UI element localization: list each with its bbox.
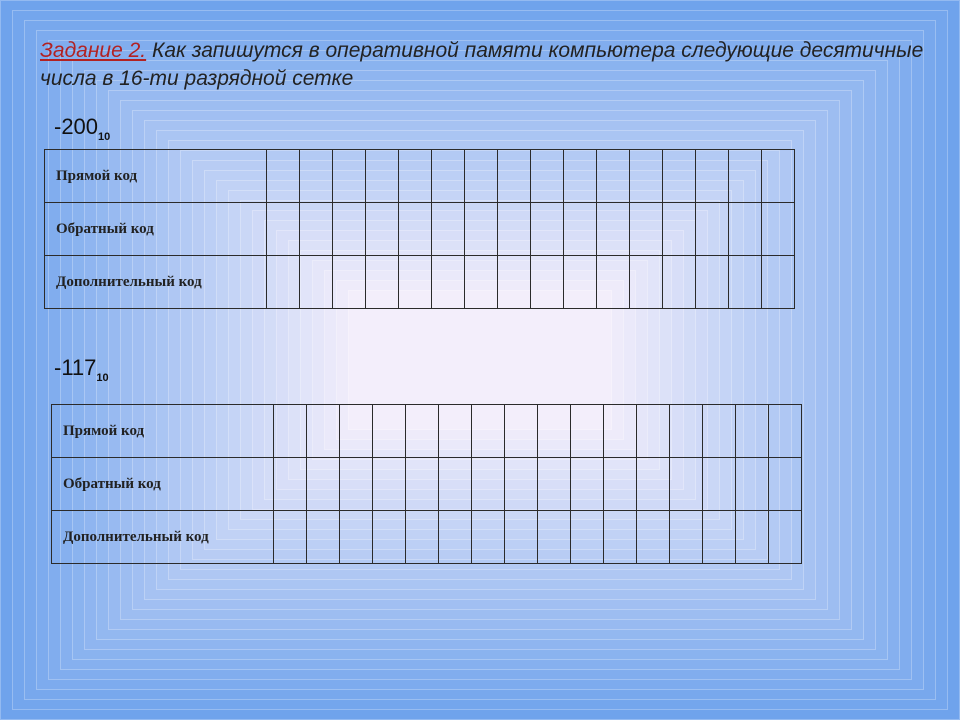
bit-cell — [300, 256, 333, 309]
bit-cell — [531, 150, 564, 203]
row-label: Обратный код — [45, 203, 267, 256]
bit-cell — [505, 405, 538, 458]
bit-cell — [406, 405, 439, 458]
bit-cell — [604, 458, 637, 511]
bit-cell — [571, 458, 604, 511]
bit-cell — [465, 150, 498, 203]
bit-cell — [670, 511, 703, 564]
bit-cell — [637, 405, 670, 458]
bit-cell — [498, 203, 531, 256]
bit-cell — [267, 150, 300, 203]
bit-cell — [340, 511, 373, 564]
bit-cell — [769, 405, 802, 458]
row-label: Прямой код — [45, 150, 267, 203]
bit-cell — [505, 458, 538, 511]
bit-cell — [432, 203, 465, 256]
bit-cell — [762, 203, 795, 256]
row-label: Дополнительный код — [45, 256, 267, 309]
bit-cell — [399, 256, 432, 309]
bit-cell — [630, 256, 663, 309]
bit-cell — [505, 511, 538, 564]
bit-cell — [571, 405, 604, 458]
bit-cell — [300, 150, 333, 203]
bit-cell — [373, 511, 406, 564]
bit-cell — [663, 203, 696, 256]
table-row — [45, 203, 795, 256]
bit-cell — [769, 458, 802, 511]
bit-cell — [307, 405, 340, 458]
task-label: Задание 2. — [40, 39, 147, 62]
bit-cell — [406, 511, 439, 564]
bit-cell — [571, 511, 604, 564]
bit-cell — [538, 405, 571, 458]
bit-cell — [267, 256, 300, 309]
bit-cell — [373, 458, 406, 511]
bit-cell — [729, 150, 762, 203]
bit-cell — [670, 405, 703, 458]
bit-cell — [703, 405, 736, 458]
bit-cell — [762, 150, 795, 203]
bit-cell — [472, 511, 505, 564]
bit-cell — [736, 458, 769, 511]
bit-cell — [729, 256, 762, 309]
task-title — [40, 37, 930, 93]
row-label: Обратный код — [52, 458, 274, 511]
bit-cell — [597, 150, 630, 203]
bit-cell — [399, 150, 432, 203]
binary-grid-1 — [44, 149, 795, 309]
bit-cell — [663, 150, 696, 203]
table-row — [45, 256, 795, 309]
table-row — [52, 458, 802, 511]
bit-cell — [630, 203, 663, 256]
bit-cell — [333, 256, 366, 309]
bit-cell — [729, 203, 762, 256]
bit-cell — [439, 405, 472, 458]
table-row — [52, 511, 802, 564]
bit-cell — [274, 405, 307, 458]
bit-cell — [267, 203, 300, 256]
table-row — [52, 405, 802, 458]
bit-cell — [769, 511, 802, 564]
bit-cell — [736, 511, 769, 564]
bit-cell — [366, 203, 399, 256]
bit-cell — [736, 405, 769, 458]
bit-cell — [399, 203, 432, 256]
row-label: Дополнительный код — [52, 511, 274, 564]
bit-cell — [564, 203, 597, 256]
bit-cell — [670, 458, 703, 511]
bit-cell — [300, 203, 333, 256]
bit-cell — [696, 256, 729, 309]
bit-cell — [274, 511, 307, 564]
number-label-1: $-200_{10}$ — [54, 114, 111, 143]
bit-cell — [274, 458, 307, 511]
bit-cell — [604, 511, 637, 564]
bit-cell — [333, 203, 366, 256]
bit-cell — [439, 458, 472, 511]
bit-cell — [703, 511, 736, 564]
task-text: Как запишутся в оперативной памяти компьютера следующие десятичные числа в 16-ти разрядной сетке — [40, 39, 924, 90]
bit-cell — [498, 256, 531, 309]
bit-cell — [307, 458, 340, 511]
bit-cell — [366, 256, 399, 309]
bit-cell — [703, 458, 736, 511]
bit-cell — [762, 256, 795, 309]
bit-cell — [564, 256, 597, 309]
bit-cell — [307, 511, 340, 564]
bit-cell — [472, 405, 505, 458]
bit-cell — [696, 203, 729, 256]
bit-cell — [538, 458, 571, 511]
bit-cell — [637, 458, 670, 511]
bit-cell — [604, 405, 637, 458]
bit-cell — [597, 203, 630, 256]
number-label-2: $-117_{10}$ — [54, 355, 109, 384]
bit-cell — [531, 256, 564, 309]
bit-cell — [498, 150, 531, 203]
bit-cell — [637, 511, 670, 564]
bit-cell — [373, 405, 406, 458]
bit-cell — [564, 150, 597, 203]
bit-cell — [630, 150, 663, 203]
bit-cell — [531, 203, 564, 256]
bit-cell — [663, 256, 696, 309]
table-row — [45, 150, 795, 203]
bit-cell — [472, 458, 505, 511]
bit-cell — [340, 458, 373, 511]
bit-cell — [406, 458, 439, 511]
bit-cell — [597, 256, 630, 309]
bit-cell — [366, 150, 399, 203]
bit-cell — [340, 405, 373, 458]
bit-cell — [696, 150, 729, 203]
bit-cell — [432, 150, 465, 203]
bit-cell — [465, 203, 498, 256]
bit-cell — [439, 511, 472, 564]
bit-cell — [432, 256, 465, 309]
binary-grid-2 — [51, 404, 802, 564]
bit-cell — [333, 150, 366, 203]
row-label: Прямой код — [52, 405, 274, 458]
bit-cell — [538, 511, 571, 564]
bit-cell — [465, 256, 498, 309]
